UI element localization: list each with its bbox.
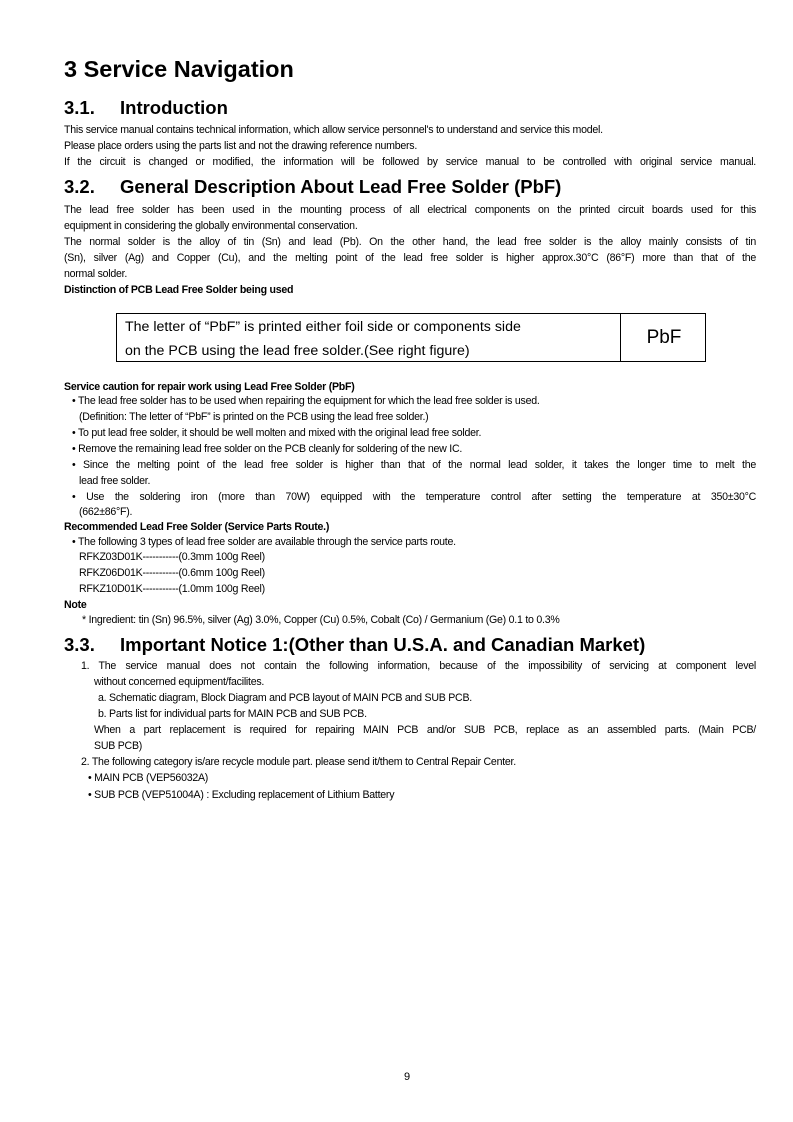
caution-item: (662±86°F). xyxy=(79,506,133,518)
notice-line: • SUB PCB (VEP51004A) : Excluding replacement of Lithium Battery xyxy=(88,789,395,801)
solder-part: RFKZ03D01K-----------(0.3mm 100g Reel) xyxy=(79,551,265,563)
section-title: Introduction xyxy=(120,97,228,118)
section-number: 3.1. xyxy=(64,97,95,118)
section-number: 3.2. xyxy=(64,176,95,197)
section-title: General Description About Lead Free Solder (PbF) xyxy=(120,176,562,197)
intro-line: This service manual contains technical information, which allow service personnel's to understand and service this model. xyxy=(64,124,603,136)
section-3-1-heading xyxy=(64,97,228,119)
caution-item: • To put lead free solder, it should be well molten and mixed with the original lead free solder. xyxy=(72,427,482,439)
notice-line: without concerned equipment/facilites. xyxy=(94,676,265,688)
notice-line: a. Schematic diagram, Block Diagram and PCB layout of MAIN PCB and SUB PCB. xyxy=(98,692,472,704)
notice-line: • MAIN PCB (VEP56032A) xyxy=(88,772,209,784)
paragraph-line: normal solder. xyxy=(64,268,128,280)
pbf-info-box xyxy=(116,313,706,362)
section-number: 3.3. xyxy=(64,634,95,655)
solder-part: RFKZ10D01K-----------(1.0mm 100g Reel) xyxy=(79,583,265,595)
page-number: 9 xyxy=(404,1071,411,1083)
notice-line: b. Parts list for individual parts for MAIN PCB and SUB PCB. xyxy=(98,708,367,720)
paragraph-line: The lead free solder has been used in the mounting process of all electrical components on the printed circuit boards used for this xyxy=(64,204,756,216)
solder-part: RFKZ06D01K-----------(0.6mm 100g Reel) xyxy=(79,567,265,579)
intro-line: Please place orders using the parts list and not the drawing reference numbers. xyxy=(64,140,418,152)
intro-line: If the circuit is changed or modified, the information will be followed by service manual to be controlled with original service manual. xyxy=(64,156,756,168)
caution-item: • Use the soldering iron (more than 70W) equipped with the temperature control after setting the temperature at 350±30°C xyxy=(72,491,756,503)
box-line: The letter of “PbF” is printed either foil side or components side xyxy=(125,319,521,335)
pbf-mark: PbF xyxy=(620,314,707,361)
paragraph-line: (Sn), silver (Ag) and Copper (Cu), and the melting point of the lead free solder is higher approx.30°C (86°F) more than that of the xyxy=(64,252,756,264)
notice-line: When a part replacement is required for repairing MAIN PCB and/or SUB PCB, replace as an assembled parts. (Main PCB/ xyxy=(94,724,756,736)
caution-item: (Definition: The letter of “PbF” is printed on the PCB using the lead free solder.) xyxy=(79,411,429,423)
caution-item: • The lead free solder has to be used when repairing the equipment for which the lead free solder is used. xyxy=(72,395,540,407)
section-3-3-heading xyxy=(64,634,645,656)
distinction-heading: Distinction of PCB Lead Free Solder being used xyxy=(64,284,294,296)
notice-line: SUB PCB) xyxy=(94,740,143,752)
caution-item: lead free solder. xyxy=(79,475,151,487)
caution-heading: Service caution for repair work using Lead Free Solder (PbF) xyxy=(64,381,355,393)
caution-item: • Since the melting point of the lead free solder is higher than that of the normal lead solder, it takes the longer time to melt the xyxy=(72,459,756,471)
note-line: * Ingredient: tin (Sn) 96.5%, silver (Ag) 3.0%, Copper (Cu) 0.5%, Cobalt (Co) / Germanium (Ge) 0.1 to 0.3% xyxy=(82,614,560,626)
page-title: 3 Service Navigation xyxy=(64,56,294,82)
notice-line: 2. The following category is/are recycle module part. please send it/them to Central Repair Center. xyxy=(81,756,516,768)
box-line: on the PCB using the lead free solder.(See right figure) xyxy=(125,343,470,359)
recommended-heading: Recommended Lead Free Solder (Service Parts Route.) xyxy=(64,521,330,533)
paragraph-line: The normal solder is the alloy of tin (Sn) and lead (Pb). On the other hand, the lead free solder is the alloy mainly consists of tin xyxy=(64,236,756,248)
notice-line: 1. The service manual does not contain the following information, because of the impossibility of servicing at component level xyxy=(81,660,756,672)
section-title: Important Notice 1:(Other than U.S.A. and Canadian Market) xyxy=(120,634,646,655)
caution-item: • Remove the remaining lead free solder on the PCB cleanly for soldering of the new IC. xyxy=(72,443,463,455)
recommended-item: • The following 3 types of lead free solder are available through the service parts route. xyxy=(72,536,456,548)
note-heading: Note xyxy=(64,599,87,611)
section-3-2-heading xyxy=(64,176,561,198)
paragraph-line: equipment in considering the globally environmental conservation. xyxy=(64,220,358,232)
